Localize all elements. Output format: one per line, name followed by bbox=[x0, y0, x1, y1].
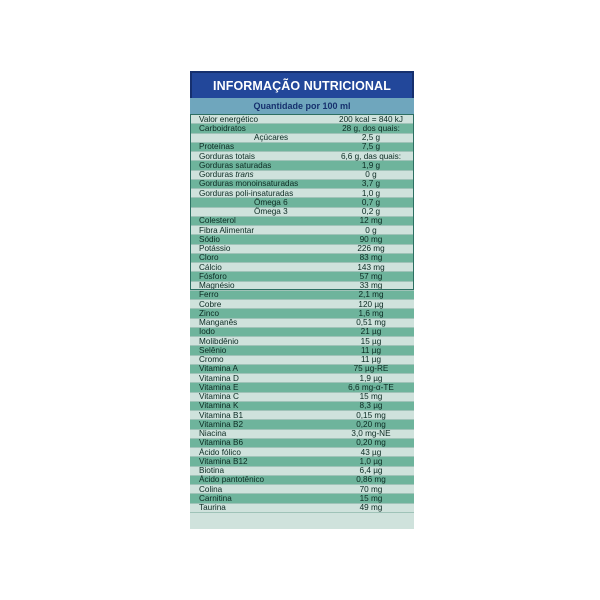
nutrient-row bbox=[190, 485, 414, 494]
nutrient-value: 226 mg bbox=[357, 244, 385, 254]
nutrient-name: Cálcio bbox=[199, 262, 222, 272]
nutrient-row bbox=[190, 208, 414, 217]
nutrient-value: 83 mg bbox=[359, 253, 383, 263]
nutrition-facts-panel bbox=[190, 71, 414, 529]
nutrient-name: Gorduras poli-insaturadas bbox=[199, 188, 294, 198]
nutrient-name: Biotina bbox=[199, 466, 225, 476]
nutrient-row bbox=[190, 346, 414, 355]
nutrient-name: Manganês bbox=[199, 318, 238, 328]
nutrient-value: 1,9 µg bbox=[359, 373, 383, 383]
nutrient-name: Ômega 6 bbox=[254, 197, 288, 207]
nutrient-row bbox=[190, 374, 414, 383]
nutrient-row bbox=[190, 198, 414, 207]
nutrient-name: Sódio bbox=[199, 234, 220, 244]
nutrient-name: Colesterol bbox=[199, 216, 236, 226]
nutrient-row bbox=[190, 383, 414, 392]
nutrient-value: 120 µg bbox=[358, 299, 384, 309]
nutrient-name: Cromo bbox=[199, 355, 224, 365]
nutrient-value: 28 g, dos quais: bbox=[342, 123, 400, 133]
nutrient-value: 70 mg bbox=[359, 484, 383, 494]
nutrient-row bbox=[190, 217, 414, 226]
nutrient-row bbox=[190, 235, 414, 244]
nutrient-row bbox=[190, 393, 414, 402]
nutrient-name: Vitamina B1 bbox=[199, 410, 243, 420]
nutrient-name: Molibdênio bbox=[199, 336, 239, 346]
nutrient-row bbox=[190, 272, 414, 281]
nutrient-value: 0,2 g bbox=[361, 207, 381, 217]
nutrient-name: Vitamina A bbox=[199, 364, 238, 374]
nutrient-row bbox=[190, 152, 414, 161]
nutrient-value: 33 mg bbox=[359, 281, 383, 291]
nutrient-value: 2,5 g bbox=[361, 133, 381, 143]
nutrient-row bbox=[190, 356, 414, 365]
nutrient-row bbox=[190, 504, 414, 513]
nutrient-name: Vitamina K bbox=[199, 401, 239, 411]
nutrient-name: Potássio bbox=[199, 244, 231, 254]
nutrient-name: Gorduras saturadas bbox=[199, 160, 272, 170]
nutrient-name: Vitamina D bbox=[199, 373, 239, 383]
nutrient-row bbox=[190, 309, 414, 318]
nutrient-row bbox=[190, 457, 414, 466]
nutrient-name: Açúcares bbox=[254, 133, 289, 143]
nutrient-row bbox=[190, 124, 414, 133]
nutrient-value: 2,1 mg bbox=[358, 290, 384, 300]
nutrient-value: 57 mg bbox=[359, 271, 383, 281]
nutrient-name: Ácido fólico bbox=[199, 447, 241, 457]
nutrient-name: Vitamina B2 bbox=[199, 419, 243, 429]
nutrient-name: Proteínas bbox=[199, 142, 235, 152]
nutrient-name: Fósforo bbox=[199, 271, 227, 281]
nutrient-name: Cloro bbox=[199, 253, 219, 263]
nutrient-name: Gorduras trans bbox=[199, 170, 254, 180]
nutrient-row bbox=[190, 420, 414, 429]
nutrient-name: Vitamina B6 bbox=[199, 438, 243, 448]
nutrient-name: Carboidratos bbox=[199, 123, 246, 133]
nutrient-name: Vitamina C bbox=[199, 392, 239, 402]
nutrient-value: 6,4 µg bbox=[359, 466, 383, 476]
nutrient-row bbox=[190, 494, 414, 503]
nutrient-value: 200 kcal = 840 kJ bbox=[339, 114, 403, 124]
nutrient-value: 75 µg-RE bbox=[353, 364, 389, 374]
nutrient-name: Ácido pantotênico bbox=[199, 475, 265, 485]
nutrient-value: 15 µg bbox=[360, 336, 382, 346]
nutrient-value: 11 µg bbox=[360, 345, 382, 355]
nutrient-row bbox=[190, 161, 414, 170]
nutrient-name: Zinco bbox=[199, 308, 220, 318]
serving-size-header: Quantidade por 100 ml bbox=[190, 98, 414, 115]
nutrient-row bbox=[190, 328, 414, 337]
nutrient-name: Iodo bbox=[199, 327, 215, 337]
nutrient-row bbox=[190, 180, 414, 189]
nutrient-value: 15 mg bbox=[359, 493, 383, 503]
nutrient-name: Fibra Alimentar bbox=[199, 225, 255, 235]
nutrient-row bbox=[190, 263, 414, 272]
nutrient-value: 12 mg bbox=[359, 216, 383, 226]
nutrient-row bbox=[190, 134, 414, 143]
nutrient-value: 21 µg bbox=[360, 327, 382, 337]
nutrient-row bbox=[190, 430, 414, 439]
nutrient-row bbox=[190, 448, 414, 457]
nutrient-row bbox=[190, 300, 414, 309]
nutrient-name: Carnitina bbox=[199, 493, 232, 503]
nutrient-rows bbox=[190, 115, 414, 513]
nutrient-value: 0,15 mg bbox=[356, 410, 386, 420]
nutrition-title: INFORMAÇÃO NUTRICIONAL bbox=[190, 71, 414, 98]
nutrient-value: 0 g bbox=[365, 170, 377, 180]
nutrient-value: 3,0 mg-NE bbox=[351, 429, 391, 439]
nutrient-value: 0,7 g bbox=[361, 197, 381, 207]
nutrient-value: 0 g bbox=[365, 225, 377, 235]
nutrient-name: Vitamina B12 bbox=[199, 456, 248, 466]
nutrient-name: Ômega 3 bbox=[254, 207, 288, 217]
nutrient-value: 0,20 mg bbox=[356, 419, 386, 429]
nutrient-row bbox=[190, 291, 414, 300]
nutrient-row bbox=[190, 365, 414, 374]
nutrient-value: 1,0 µg bbox=[359, 456, 383, 466]
nutrient-name: Gorduras monoinsaturadas bbox=[199, 179, 299, 189]
nutrient-value: 49 mg bbox=[359, 503, 383, 513]
nutrient-row bbox=[190, 115, 414, 124]
nutrient-name: Magnésio bbox=[199, 281, 235, 291]
nutrient-row bbox=[190, 189, 414, 198]
nutrient-value: 90 mg bbox=[359, 234, 383, 244]
nutrient-row bbox=[190, 226, 414, 235]
nutrient-name: Cobre bbox=[199, 299, 222, 309]
nutrient-value: 0,86 mg bbox=[356, 475, 386, 485]
nutrient-name: Gorduras totais bbox=[199, 151, 255, 161]
nutrient-name: Vitamina E bbox=[199, 382, 239, 392]
nutrient-value: 1,6 mg bbox=[358, 308, 384, 318]
nutrient-row bbox=[190, 467, 414, 476]
nutrient-name: Valor energético bbox=[199, 114, 259, 124]
nutrient-row bbox=[190, 411, 414, 420]
nutrient-value: 143 mg bbox=[357, 262, 385, 272]
nutrient-name: Taurina bbox=[199, 503, 226, 513]
nutrient-value: 11 µg bbox=[360, 355, 382, 365]
nutrient-row bbox=[190, 439, 414, 448]
nutrient-name: Colina bbox=[199, 484, 223, 494]
nutrient-value: 6,6 g, das quais: bbox=[340, 151, 402, 161]
nutrient-value: 6,6 mg-α-TE bbox=[348, 382, 394, 392]
nutrient-row bbox=[190, 337, 414, 346]
nutrient-row bbox=[190, 254, 414, 263]
nutrient-value: 0,51 mg bbox=[356, 318, 386, 328]
nutrient-value: 1,0 g bbox=[361, 188, 381, 198]
nutrient-name: Ferro bbox=[199, 290, 219, 300]
nutrient-row bbox=[190, 245, 414, 254]
nutrient-value: 1,9 g bbox=[361, 160, 381, 170]
nutrient-row bbox=[190, 171, 414, 180]
nutrient-name: Niacina bbox=[199, 429, 227, 439]
nutrient-value: 0,20 mg bbox=[356, 438, 386, 448]
nutrient-row bbox=[190, 319, 414, 328]
nutrient-value: 8,3 µg bbox=[359, 401, 383, 411]
nutrient-value: 7,5 g bbox=[361, 142, 381, 152]
nutrient-row bbox=[190, 402, 414, 411]
nutrient-row bbox=[190, 143, 414, 152]
nutrient-value: 15 mg bbox=[359, 392, 383, 402]
nutrient-value: 43 µg bbox=[360, 447, 382, 457]
nutrient-row bbox=[190, 476, 414, 485]
nutrient-name: Selênio bbox=[199, 345, 227, 355]
nutrient-value: 3,7 g bbox=[361, 179, 381, 189]
nutrient-row bbox=[190, 282, 414, 291]
